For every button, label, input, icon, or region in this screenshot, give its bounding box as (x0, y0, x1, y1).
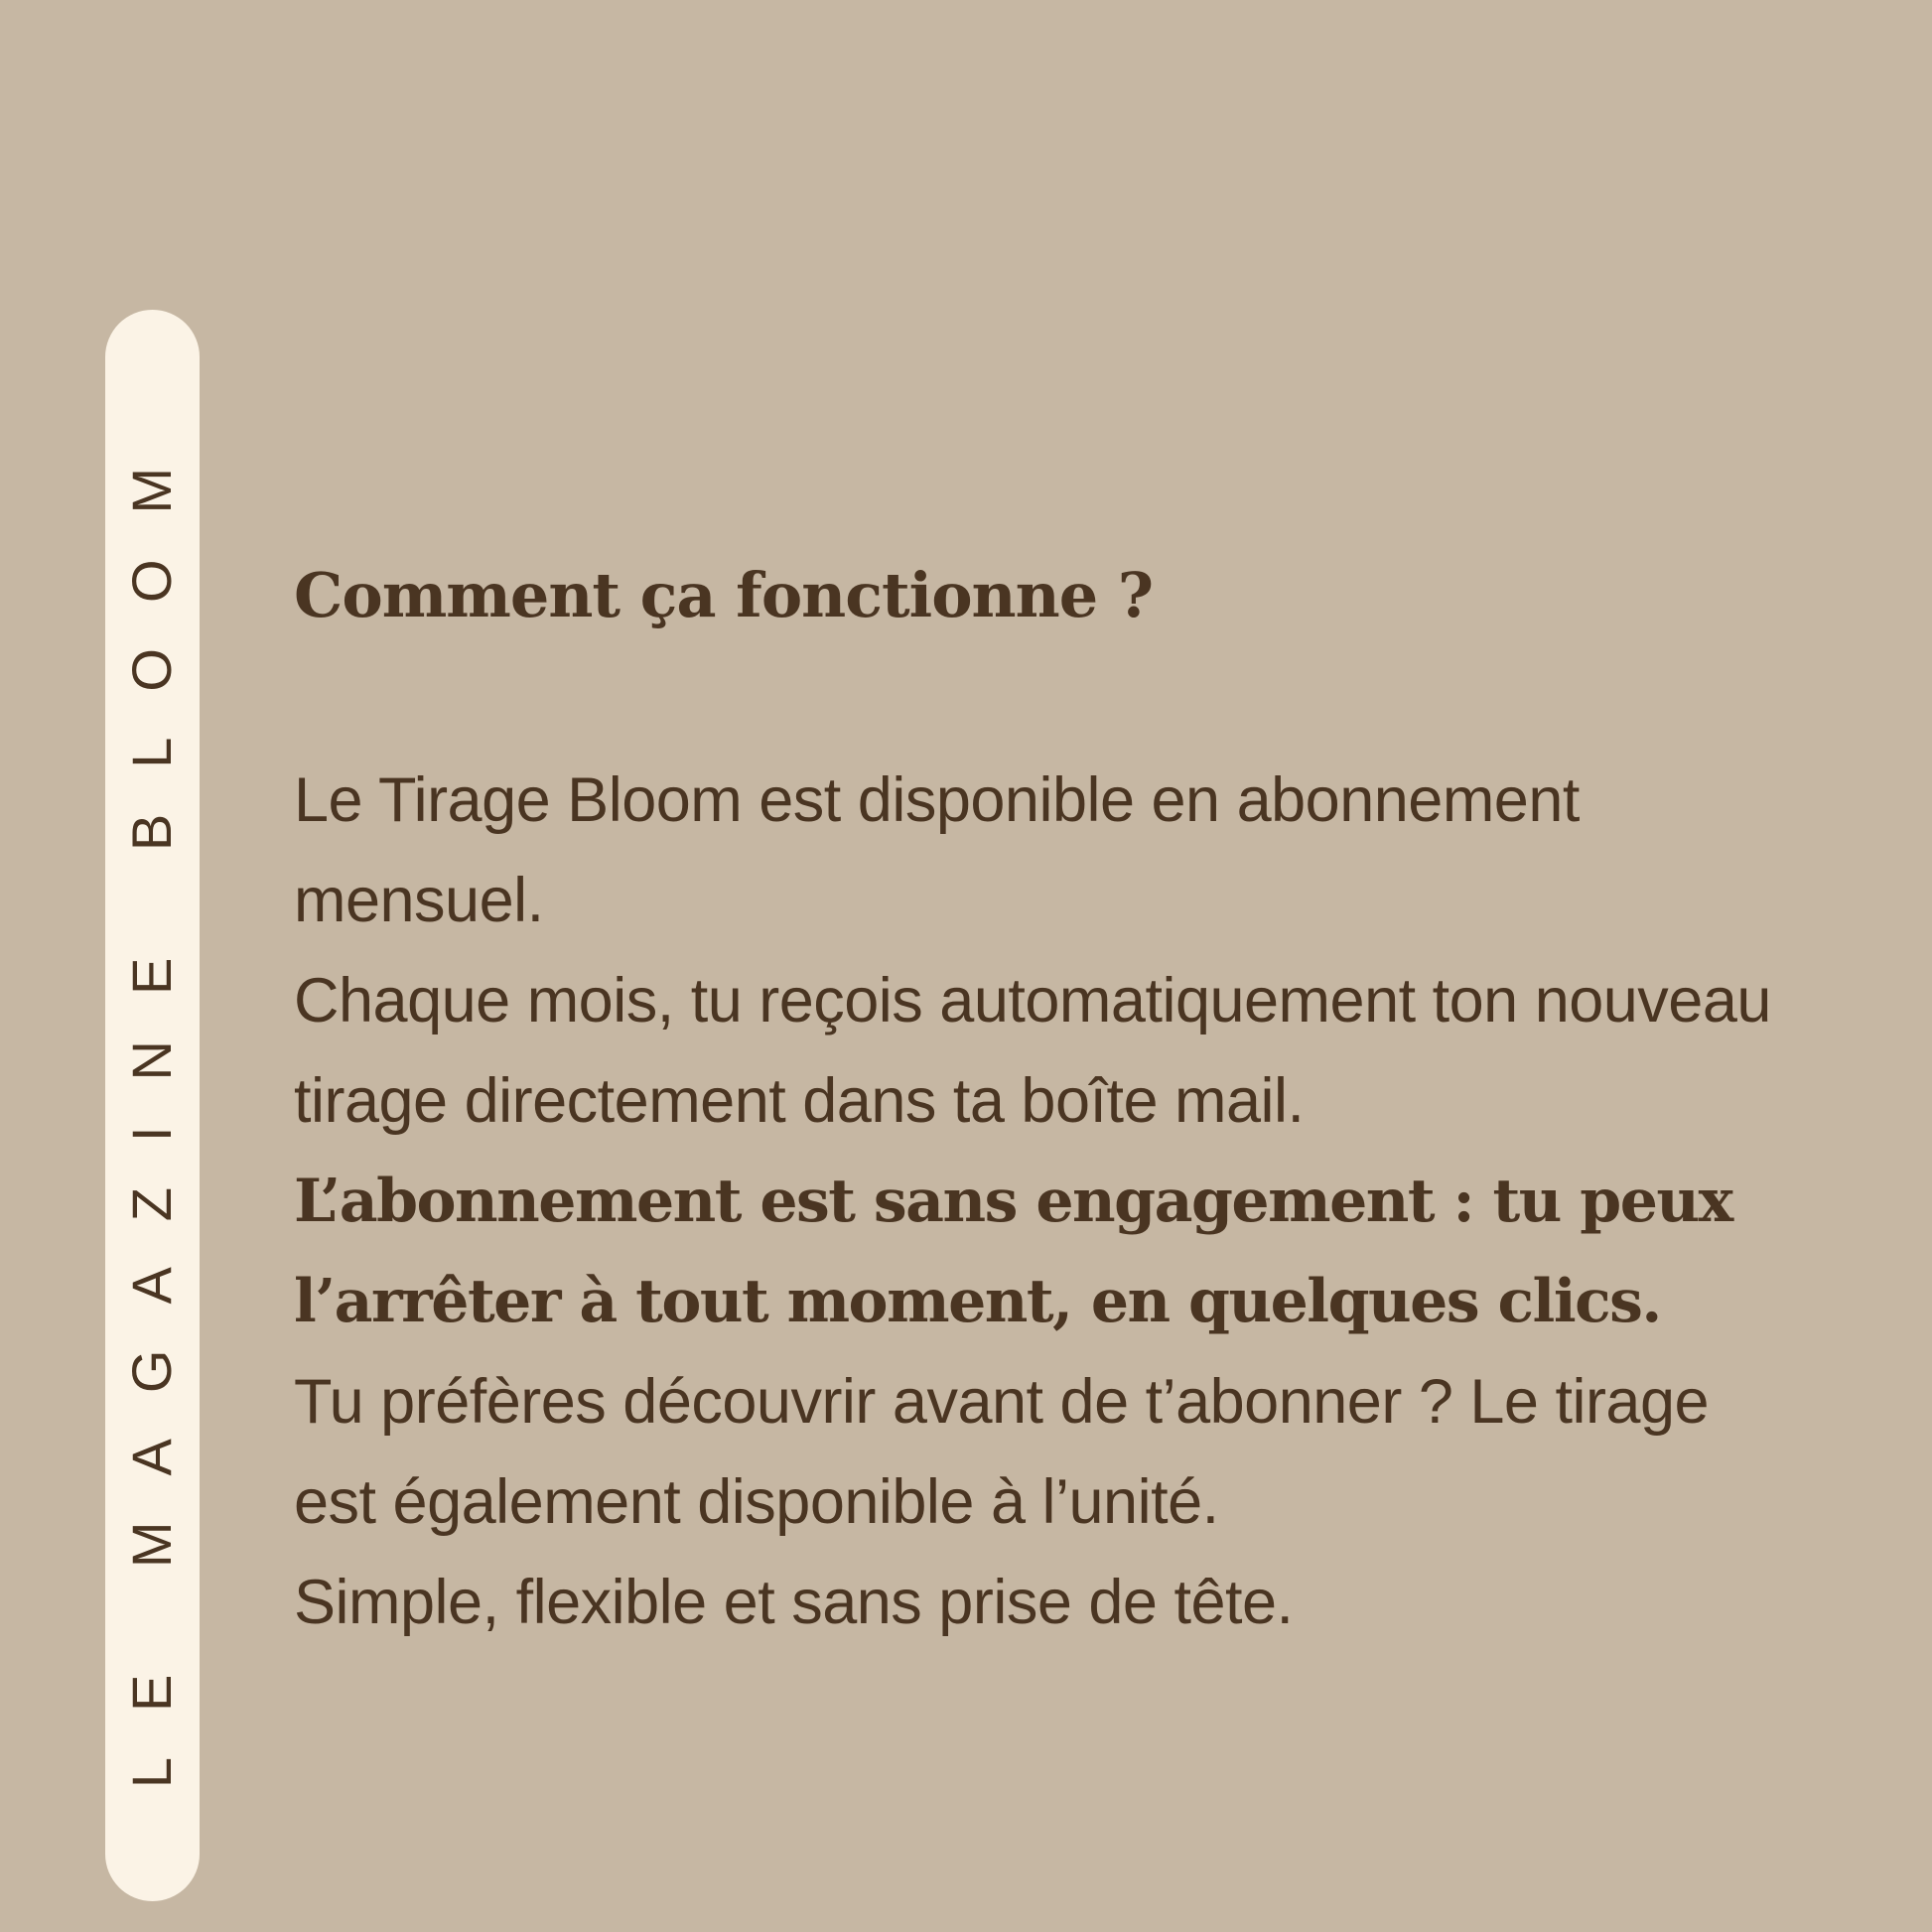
paragraph-no-commitment: L’abonnement est sans engagement : tu peux l’arrêter à tout moment, en quelques clics. (294, 1167, 1732, 1336)
paragraph-monthly-delivery: Chaque mois, tu reçois automatiquement ton nouveau tirage directement dans ta boîte mail. (294, 966, 1771, 1136)
paragraph-closing: Simple, flexible et sans prise de tête. (294, 1568, 1294, 1637)
paragraph-single-purchase: Tu préfères découvrir avant de t’abonner ? Le tirage est également disponible à l’unité. (294, 1367, 1710, 1537)
page-title: Comment ça fonctionne ? (294, 559, 1154, 631)
paragraph-subscription: Le Tirage Bloom est disponible en abonnement mensuel. (294, 765, 1580, 935)
body-text (294, 751, 1803, 1653)
magazine-vertical-label: LE MAGAZINE BLOOM (120, 421, 183, 1789)
